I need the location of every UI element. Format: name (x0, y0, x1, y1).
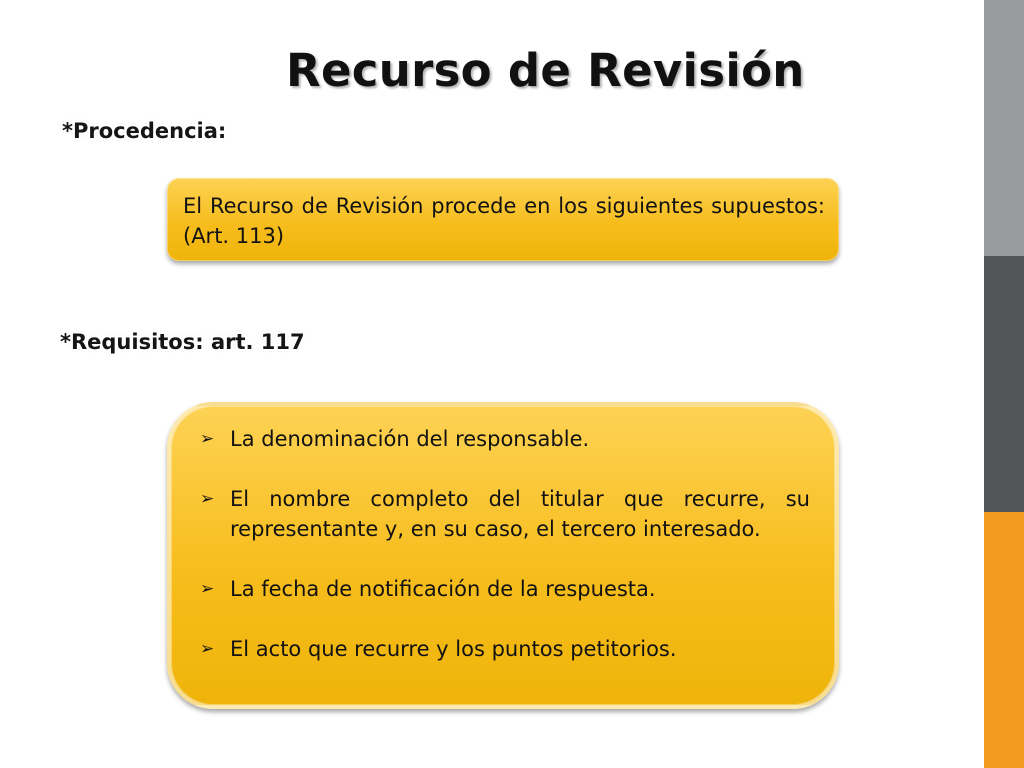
requisito-item (196, 574, 810, 604)
procedencia-text: El Recurso de Revisión procede en los siguientes supuestos: (Art. 113) (183, 194, 825, 248)
arrow-bullet-icon: ➢ (200, 639, 215, 659)
side-color-bar (984, 0, 1024, 768)
procedencia-label: *Procedencia: (62, 119, 227, 143)
arrow-bullet-icon: ➢ (200, 429, 215, 449)
arrow-bullet-icon: ➢ (200, 579, 215, 599)
requisito-text: El acto que recurre y los puntos petitorios. (230, 637, 677, 661)
requisitos-box (167, 402, 839, 709)
side-bar-gray-segment (984, 0, 1024, 256)
requisito-text: La fecha de notificación de la respuesta. (230, 577, 656, 601)
requisito-text: El nombre completo del titular que recurre, su representante y, en su caso, el tercero interesado. (230, 487, 810, 541)
requisito-item (196, 484, 810, 544)
side-bar-dark-segment (984, 256, 1024, 512)
procedencia-box (167, 178, 839, 261)
requisito-item (196, 634, 810, 664)
requisito-item (196, 424, 810, 454)
requisitos-label: *Requisitos: art. 117 (60, 330, 305, 354)
requisitos-list (196, 424, 810, 664)
requisito-text: La denominación del responsable. (230, 427, 590, 451)
slide-title: Recurso de Revisión (286, 44, 805, 97)
arrow-bullet-icon: ➢ (200, 489, 215, 509)
side-bar-orange-segment (984, 512, 1024, 768)
